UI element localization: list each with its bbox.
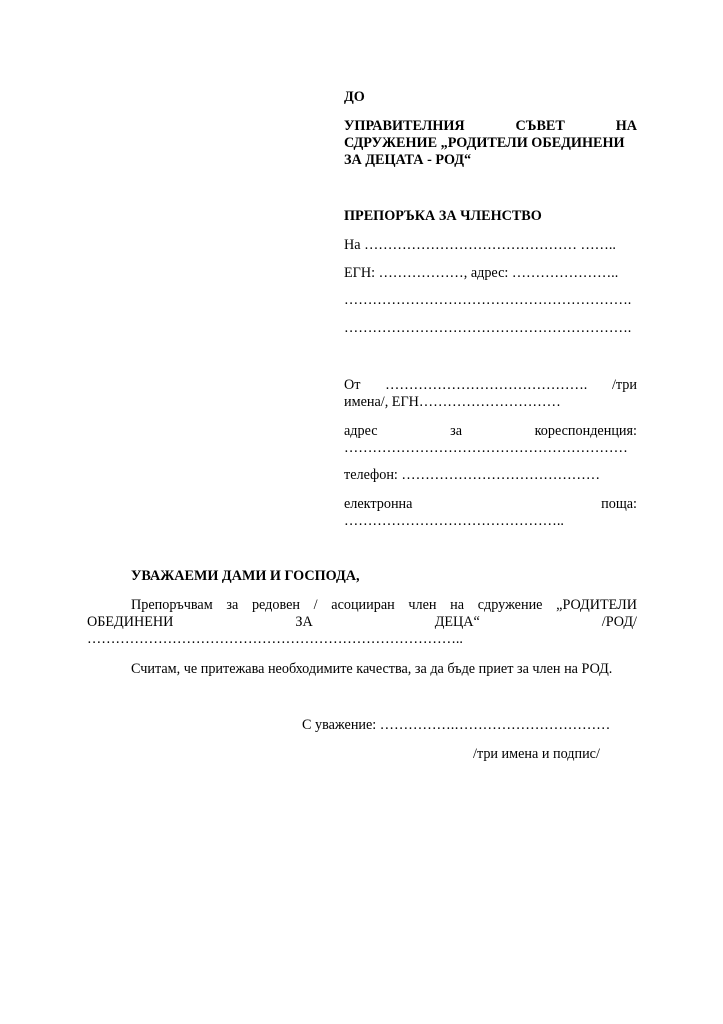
paragraph-1-line-3: …………………………………………………………………….. — [87, 631, 463, 647]
paragraph-word: сдружение — [477, 597, 543, 613]
regards-signature-line: С уважение: …………….…………………………… — [302, 717, 611, 733]
address-dots-2: ……………………………………………………. — [344, 320, 632, 336]
email-word: електронна — [344, 496, 413, 512]
address-word: за — [450, 423, 463, 439]
address-dots-1: ……………………………………………………. — [344, 292, 632, 308]
egn-address-field: ЕГН: ………………, адрес: ………………….. — [344, 265, 619, 281]
from-word: /три — [611, 377, 637, 393]
paragraph-word: ЗА — [295, 614, 313, 630]
paragraph-word: член — [408, 597, 437, 613]
phone-field: телефон: …………………………………… — [344, 467, 601, 483]
paragraph-word: за — [226, 597, 239, 613]
salutation: УВАЖАЕМИ ДАМИ И ГОСПОДА, — [131, 568, 360, 584]
paragraph-1-line-2 — [87, 614, 637, 631]
recommendation-title: ПРЕПОРЪКА ЗА ЧЛЕНСТВО — [344, 208, 542, 224]
recommended-person-field: На ……………………………………… …….. — [344, 237, 616, 253]
from-names-egn: имена/, ЕГН………………………… — [344, 394, 561, 410]
paragraph-word: ОБЕДИНЕНИ — [87, 614, 174, 630]
addressee-line-2: СДРУЖЕНИЕ „РОДИТЕЛИ ОБЕДИНЕНИ — [344, 135, 625, 151]
paragraph-word: / — [313, 597, 318, 613]
addressee-to: ДО — [344, 89, 365, 105]
address-word: кореспонденция: — [534, 423, 637, 439]
addressee-line-1 — [344, 118, 637, 135]
correspondence-address-dots: …………………………………………………… — [344, 440, 628, 456]
addressee-word: УПРАВИТЕЛНИЯ — [344, 118, 465, 134]
paragraph-word: /РОД/ — [601, 614, 637, 630]
paragraph-word: асоцииран — [331, 597, 395, 613]
email-word: поща: — [601, 496, 637, 512]
addressee-line-3: ЗА ДЕЦАТА - РОД“ — [344, 152, 472, 168]
signature-hint: /три имена и подпис/ — [473, 746, 600, 762]
paragraph-1-line-1 — [131, 597, 637, 614]
paragraph-word: на — [450, 597, 465, 613]
paragraph-2: Считам, че притежава необходимите качества, за да бъде приет за член на РОД. — [131, 661, 613, 677]
email-line — [344, 496, 637, 513]
from-word: От — [344, 377, 361, 393]
email-dots: ……………………………………….. — [344, 513, 564, 529]
paragraph-word: „РОДИТЕЛИ — [556, 597, 637, 613]
paragraph-word: редовен — [251, 597, 300, 613]
paragraph-word: Препоръчвам — [131, 597, 213, 613]
correspondence-address-line — [344, 423, 637, 440]
addressee-word: НА — [615, 118, 637, 134]
paragraph-word: ДЕЦА“ — [434, 614, 480, 630]
addressee-word: СЪВЕТ — [515, 118, 565, 134]
from-line — [344, 377, 637, 394]
from-word: ……………………………………. — [385, 377, 588, 393]
address-word: адрес — [344, 423, 378, 439]
